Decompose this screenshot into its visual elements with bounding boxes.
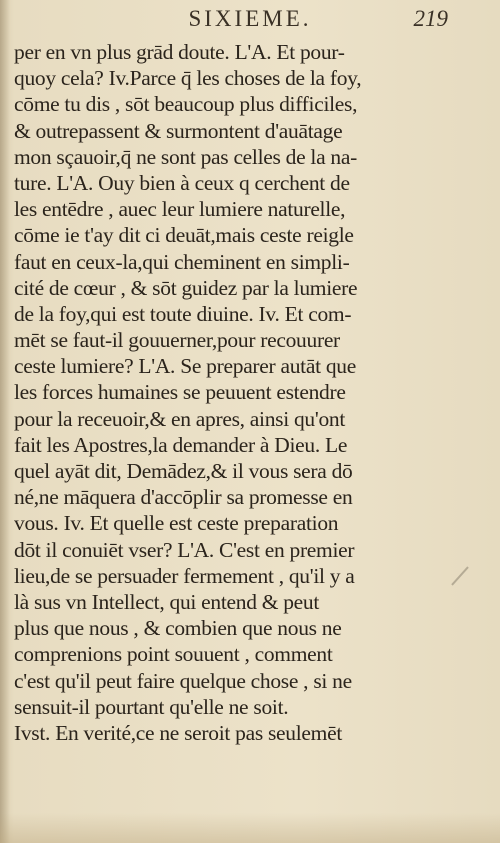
text-line: les forces humaines se peuuent estendre bbox=[14, 380, 346, 405]
text-line: cōme ie t'ay dit ci deuāt,mais ceste reigle bbox=[14, 223, 354, 248]
text-line: comprenions point souuent , comment bbox=[14, 642, 333, 667]
text-line: né,ne māquera d'accōplir sa promesse en bbox=[14, 485, 353, 510]
page-bottom-shadow bbox=[0, 813, 500, 843]
text-line: cité de cœur , & sōt guidez par la lumiere bbox=[14, 275, 358, 300]
running-title: SIXIEME. bbox=[188, 6, 312, 31]
text-line: mēt se faut-il gouuerner,pour recouurer bbox=[14, 328, 340, 353]
text-line: vous. Iv. Et quelle est ceste preparation bbox=[14, 511, 339, 536]
text-line: ceste lumiere? L'A. Se preparer autāt que bbox=[14, 354, 356, 379]
text-line: Ivst. En verité,ce ne seroit pas seulemēt bbox=[14, 720, 342, 745]
body-text bbox=[14, 39, 446, 746]
text-line: fait les Apostres,la demander à Dieu. Le bbox=[14, 432, 348, 457]
text-line: dōt il conuiēt vser? L'A. C'est en premier bbox=[14, 537, 355, 562]
text-line: cōme tu dis , sōt beaucoup plus difficiles, bbox=[14, 92, 358, 117]
text-line: de la foy,qui est toute diuine. Iv. Et com- bbox=[14, 301, 352, 326]
text-line: les entēdre , auec leur lumiere naturelle, bbox=[14, 197, 346, 222]
text-line: sensuit-il pourtant qu'elle ne soit. bbox=[14, 694, 289, 719]
page-header bbox=[0, 6, 500, 38]
text-line: faut en ceux-la,qui cheminent en simpli- bbox=[14, 249, 350, 274]
text-line: lieu,de se persuader fermement , qu'il y a bbox=[14, 563, 355, 588]
text-line: plus que nous , & combien que nous ne bbox=[14, 616, 342, 641]
text-line: là sus vn Intellect, qui entend & peut bbox=[14, 589, 320, 614]
text-line: ture. L'A. Ouy bien à ceux q cerchent de bbox=[14, 170, 350, 195]
text-line: quoy cela? Iv.Parce q̄ les choses de la foy, bbox=[14, 66, 362, 91]
text-line: mon sçauoir,q̄ ne sont pas celles de la na- bbox=[14, 144, 357, 169]
text-line: c'est qu'il peut faire quelque chose , si ne bbox=[14, 668, 352, 693]
pencil-mark bbox=[451, 566, 469, 585]
text-line: quel ayāt dit, Demādez,& il vous sera dō bbox=[14, 459, 353, 483]
text-line: pour la receuoir,& en apres, ainsi qu'ont bbox=[14, 406, 346, 431]
text-line: per en vn plus grād doute. L'A. Et pour- bbox=[14, 40, 345, 64]
page-number: 219 bbox=[413, 6, 448, 31]
text-line: & outrepassent & surmontent d'auātage bbox=[14, 118, 343, 143]
gutter-shadow bbox=[0, 0, 10, 843]
